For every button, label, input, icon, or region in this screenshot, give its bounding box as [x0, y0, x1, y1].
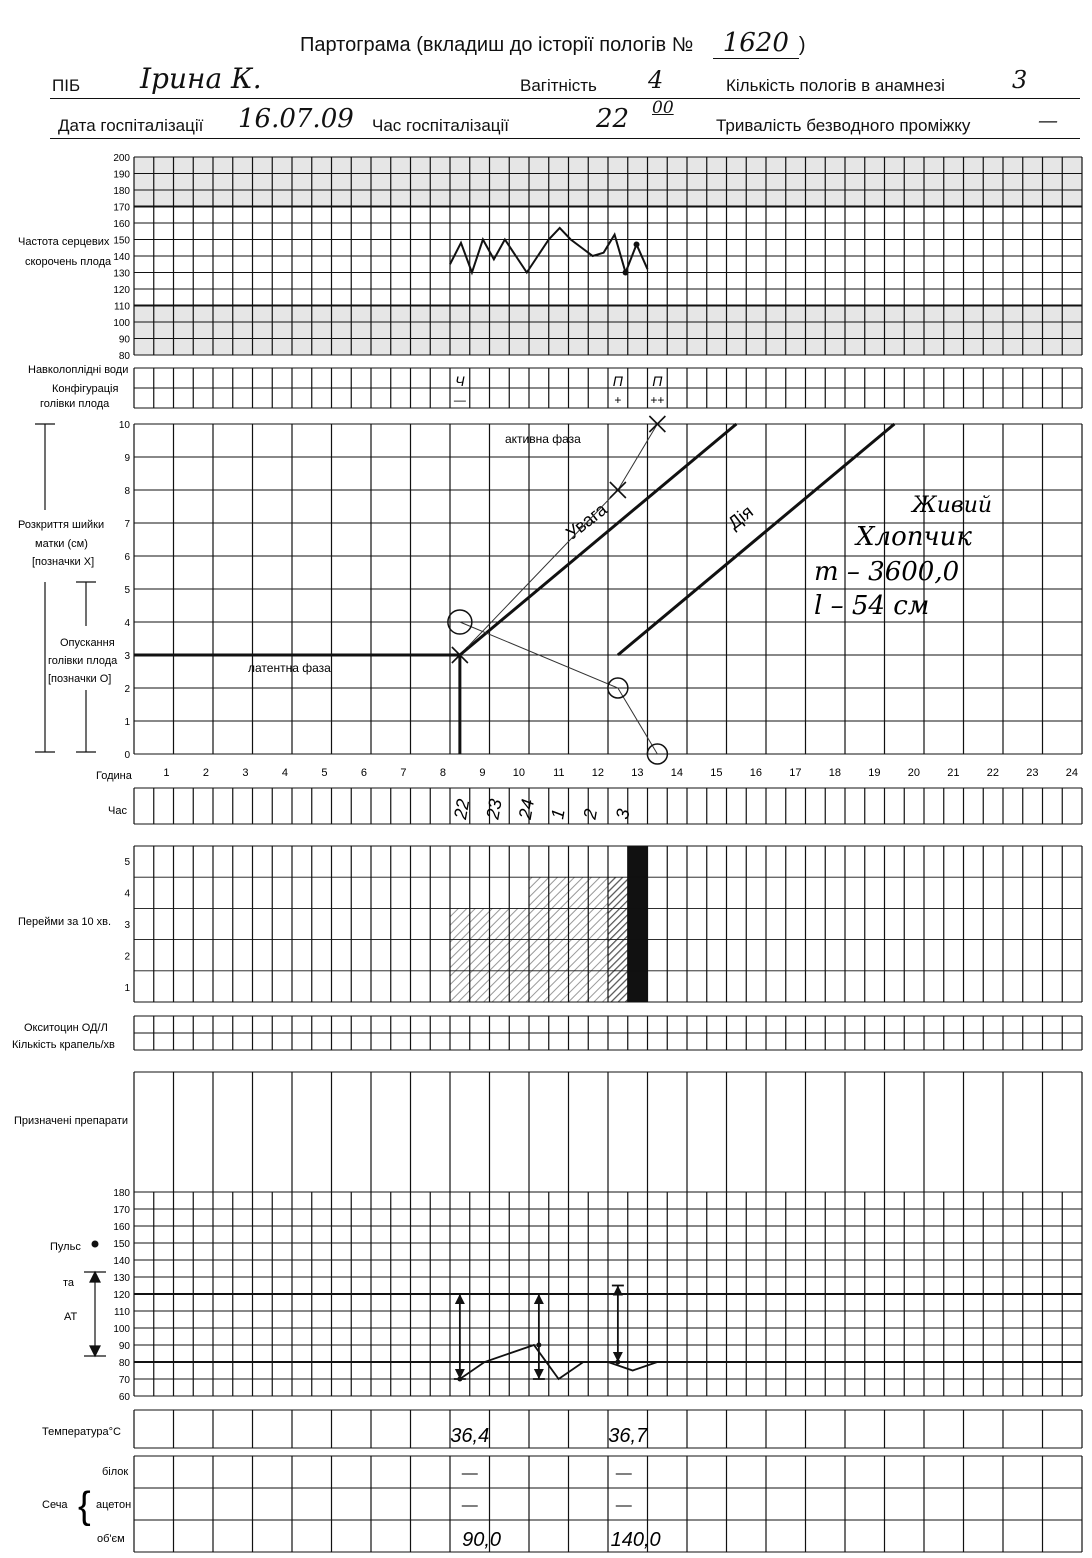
- tick-label: 170: [113, 1205, 130, 1216]
- contractions-ticks: [124, 857, 130, 994]
- hour-label: 22: [986, 767, 999, 779]
- tick-label: 140: [113, 252, 130, 263]
- descent-label-2: голівки плода: [48, 655, 118, 667]
- tick-label: 170: [113, 202, 130, 214]
- bp-label: АТ: [64, 1311, 78, 1323]
- temperature-section: [42, 1410, 1082, 1448]
- bp-systolic-arrow: [455, 1294, 465, 1304]
- tick-label: 110: [114, 301, 130, 313]
- time-entry: 22: [450, 797, 474, 821]
- volume-entry: 90,0: [462, 1529, 502, 1551]
- pulse-point: [536, 1343, 541, 1348]
- acetone-entry: —: [461, 1497, 478, 1514]
- tick-label: 130: [113, 1273, 130, 1284]
- bp-legend-arrow: [84, 1272, 106, 1356]
- contractions-section: [18, 846, 1082, 1002]
- fhr-dot: [634, 241, 640, 247]
- tick-label: 150: [113, 235, 130, 247]
- bp-systolic-arrow: [534, 1294, 544, 1304]
- dilation-bracket: [35, 424, 96, 752]
- pulse-label: Пульс: [50, 1241, 81, 1253]
- tick-label: 0: [124, 750, 130, 761]
- urine-section: [42, 1456, 1082, 1552]
- hour-label: 20: [907, 767, 920, 779]
- hour-label: 10: [512, 767, 525, 779]
- oxytocin-label-1: Окситоцин ОД/Л: [24, 1022, 108, 1034]
- tick-label: 2: [124, 951, 130, 963]
- temperature-label: Температура°С: [42, 1426, 121, 1438]
- pib-label: ПІБ: [52, 76, 81, 95]
- dilation-marks: [448, 416, 668, 764]
- hours-section: [96, 767, 1082, 824]
- tick-label: 140: [113, 1256, 130, 1267]
- hour-label: 24: [1065, 767, 1078, 779]
- fhr-grid: [134, 157, 1082, 355]
- urine-brace: {: [78, 1485, 91, 1527]
- hour-label: 9: [479, 767, 486, 779]
- liquor-moulding: ++: [650, 393, 665, 407]
- note-length: l – 54 см: [814, 591, 930, 621]
- bp-systolic-arrow: [613, 1286, 623, 1296]
- tick-label: 5: [124, 857, 130, 868]
- tick-label: 100: [113, 318, 130, 329]
- time-label: Час: [108, 805, 127, 817]
- admission-date-label: Дата госпіталізації: [58, 116, 204, 135]
- pregnancy-value: 4: [648, 66, 664, 94]
- liquor-grid: [134, 368, 1082, 408]
- tick-label: 7: [124, 519, 130, 530]
- protein-label: білок: [102, 1466, 129, 1478]
- tick-label: 3: [124, 651, 130, 662]
- note-weight: m – 3600,0: [814, 557, 960, 587]
- hour-label: 23: [1026, 767, 1039, 779]
- hour-label: 13: [631, 767, 644, 779]
- tick-label: 120: [113, 285, 130, 296]
- time-entry: 3: [612, 807, 634, 821]
- admission-date-value: 16.07.09: [238, 104, 354, 134]
- drugs-section: [14, 1072, 1082, 1192]
- tick-label: 120: [113, 1290, 130, 1301]
- tick-label: 100: [113, 1324, 130, 1335]
- temperature-entry: 36,7: [608, 1425, 648, 1447]
- admission-time-label: Час госпіталізації: [372, 116, 510, 135]
- tick-label: 2: [124, 684, 130, 695]
- hour-label: 5: [321, 767, 328, 779]
- dilation-label-1: Розкриття шийки: [18, 519, 105, 531]
- tick-label: 8: [124, 486, 130, 497]
- tick-label: 80: [118, 1358, 130, 1369]
- liquor-moulding: —: [453, 393, 466, 407]
- hour-label: 4: [281, 767, 288, 779]
- tick-label: 9: [124, 453, 130, 464]
- drugs-grid: [134, 1072, 1082, 1192]
- hour-label: 17: [789, 767, 802, 779]
- contraction-bar: [628, 846, 648, 1002]
- hour-label: 18: [828, 767, 841, 779]
- tick-label: 60: [118, 1392, 130, 1403]
- hour-label: 3: [242, 767, 249, 779]
- liquor-code: П: [652, 373, 663, 389]
- tick-label: 180: [113, 1188, 130, 1199]
- tick-label: 200: [113, 153, 130, 164]
- hour-label: 19: [868, 767, 881, 779]
- hour-label: 14: [670, 767, 683, 779]
- time-entry: 24: [514, 797, 539, 821]
- admission-time-minutes: 00: [652, 98, 674, 118]
- birth-notes: [814, 493, 992, 621]
- tick-label: 160: [113, 219, 130, 230]
- tick-label: 80: [118, 351, 130, 362]
- hour-label: 12: [591, 767, 604, 779]
- fhr-dot: [623, 270, 629, 276]
- liquor-code: П: [612, 373, 623, 389]
- history-number: 1620: [713, 28, 799, 59]
- tick-label: 150: [113, 1239, 130, 1250]
- hour-label: 2: [202, 767, 209, 779]
- descent-label-3: [позначки О]: [48, 673, 112, 685]
- protein-entry: —: [461, 1465, 478, 1482]
- liquor-section: [28, 364, 1082, 410]
- liquor-marks: [454, 373, 665, 407]
- action-line-label: Дія: [724, 501, 757, 534]
- hour-label: 11: [553, 767, 565, 779]
- tick-label: 1: [124, 717, 130, 728]
- hours-label: Година: [96, 770, 132, 782]
- urine-grid: [134, 1456, 1082, 1552]
- urine-marks: [462, 1465, 661, 1551]
- pregnancy-label: Вагітність: [520, 76, 597, 95]
- admission-time-value: 22: [596, 104, 630, 134]
- liquor-label-3: голівки плода: [40, 398, 110, 410]
- contractions-label: Перейми за 10 хв.: [18, 916, 112, 928]
- tick-label: 4: [124, 888, 130, 900]
- note-live: Живий: [912, 493, 993, 518]
- fhr-section: [18, 153, 1082, 362]
- rupture-value: —: [1038, 108, 1058, 132]
- fhr-label-1: Частота серцевих: [18, 236, 110, 248]
- tick-label: 110: [114, 1307, 130, 1318]
- tick-label: 90: [118, 334, 130, 346]
- tick-label: 5: [124, 585, 130, 596]
- tick-label: 10: [118, 420, 130, 431]
- time-marks: [450, 797, 634, 821]
- births-label: Кількість пологів в анамнезі: [726, 76, 945, 95]
- dilation-label-2: матки (см): [35, 538, 88, 550]
- dilation-grid: [134, 424, 1082, 754]
- alert-line: [460, 424, 737, 655]
- dilation-ticks: [119, 420, 131, 761]
- pulse-bp-section: [50, 1188, 1082, 1403]
- liquor-moulding: +: [614, 393, 622, 407]
- fhr-ticks: [113, 153, 130, 362]
- bp-arrows: [454, 1286, 624, 1382]
- hour-label: 16: [749, 767, 762, 779]
- note-boy: Хлопчик: [856, 522, 972, 552]
- time-grid: [134, 788, 1082, 824]
- hour-labels: [163, 767, 1078, 779]
- tick-label: 130: [113, 268, 130, 280]
- liquor-label-1: Навколоплідні води: [28, 364, 129, 376]
- bp-diastolic-arrow: [534, 1369, 544, 1379]
- oxytocin-section: [12, 1016, 1082, 1051]
- pib-value: Ірина К.: [140, 62, 262, 95]
- contractions-grid: [134, 846, 1082, 1002]
- liquor-code: Ч: [455, 373, 465, 389]
- title-close: ): [798, 34, 806, 56]
- tick-label: 70: [118, 1375, 130, 1386]
- pulse-bp-grid: [134, 1192, 1082, 1396]
- tick-label: 90: [118, 1341, 130, 1352]
- time-entry: 23: [482, 797, 506, 821]
- temperature-marks: [450, 1425, 648, 1447]
- tick-label: 190: [113, 169, 130, 181]
- tick-label: 1: [124, 983, 130, 994]
- tick-label: 180: [113, 186, 130, 197]
- time-entry: 1: [547, 807, 569, 821]
- pulse-bp-ticks: [113, 1188, 130, 1403]
- pulse-point: [457, 1377, 462, 1382]
- volume-entry: 140,0: [610, 1529, 661, 1551]
- acetone-label: ацетон: [96, 1499, 132, 1511]
- protein-entry: —: [615, 1465, 632, 1482]
- tick-label: 6: [124, 552, 130, 563]
- urine-label: Сеча: [42, 1499, 68, 1511]
- dilation-label-3: [позначки X]: [32, 556, 95, 568]
- hour-label: 15: [710, 767, 723, 779]
- temperature-entry: 36,4: [450, 1425, 490, 1447]
- hour-label: 1: [163, 767, 170, 779]
- tick-label: 4: [124, 618, 130, 629]
- fhr-label-2: скорочень плода: [25, 256, 112, 268]
- hour-label: 6: [360, 767, 367, 779]
- rupture-label: Тривалість безводного проміжку: [716, 116, 971, 135]
- hour-label: 21: [947, 767, 960, 779]
- descent-label-1: Опускання: [60, 637, 115, 649]
- oxytocin-label-2: Кількість крапель/хв: [12, 1039, 115, 1051]
- active-phase-label: активна фаза: [505, 432, 581, 446]
- and-label: та: [63, 1277, 75, 1289]
- title-text: Партограма (вкладиш до історії пологів №: [300, 34, 694, 56]
- dilation-section: [18, 416, 1082, 764]
- alert-line-label: Увага: [562, 499, 611, 544]
- tick-label: 160: [113, 1222, 130, 1233]
- volume-label: об'єм: [97, 1533, 125, 1545]
- hour-label: 7: [400, 767, 407, 779]
- births-value: 3: [1012, 66, 1028, 94]
- liquor-label-2: Конфігурація: [52, 383, 119, 395]
- oxytocin-grid: [134, 1016, 1082, 1050]
- time-entry: 2: [579, 807, 602, 821]
- hour-label: 8: [439, 767, 446, 779]
- latent-phase-label: латентна фаза: [248, 661, 331, 675]
- pulse-point: [615, 1360, 620, 1365]
- acetone-entry: —: [615, 1497, 632, 1514]
- tick-label: 3: [124, 920, 130, 931]
- drugs-label: Призначені препарати: [14, 1115, 129, 1127]
- pulse-dot-legend: [92, 1241, 99, 1248]
